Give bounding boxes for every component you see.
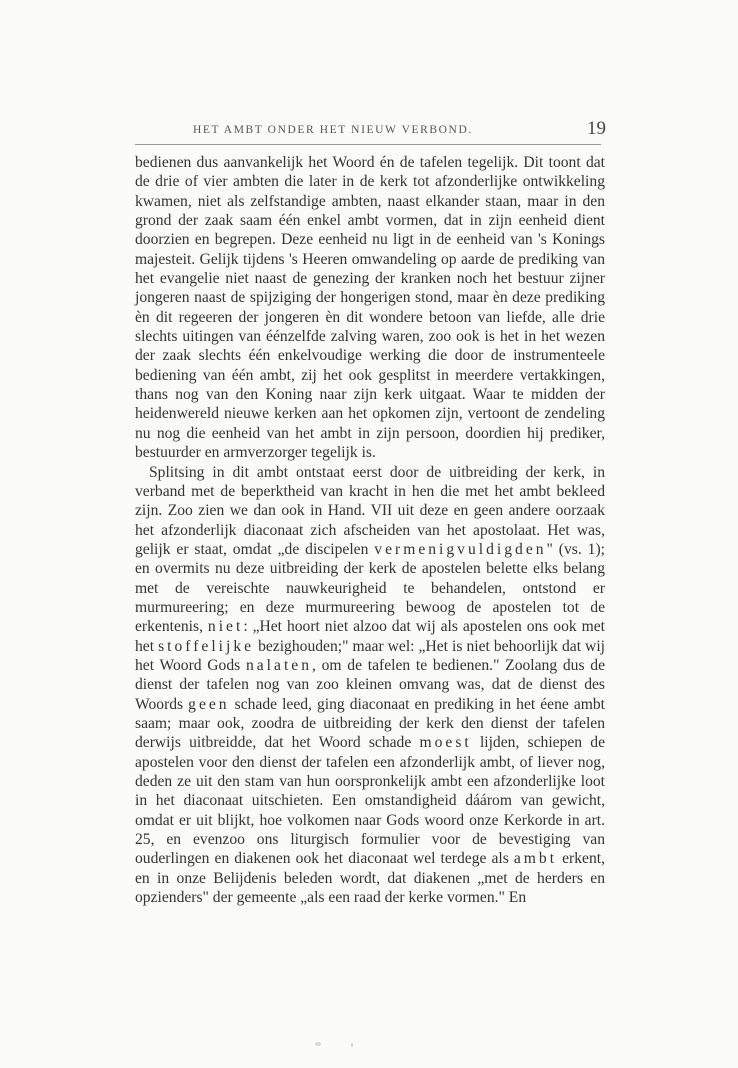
text-segment: " (vs. 1); en overmits nu deze uitbreiding der kerk de apostelen belette elks belang met de vereischte nauwkeurigheid te behandelen, ontstond er murmureering; en deze murmureering bewoog de apostelen tot de erkentenis, <box>135 540 605 636</box>
page-header <box>135 118 606 140</box>
emphasis-spaced: nalaten <box>245 656 312 674</box>
emphasis-spaced: ambt <box>513 850 558 868</box>
body-text <box>135 153 605 907</box>
paragraph-2 <box>135 463 605 908</box>
text-segment: Splitsing in dit ambt ontstaat eerst door de uitbreiding der kerk, in verband met de beperktheid van kracht in hen die met het ambt bekleed zijn. Zoo zien we dan ook in Hand. VII uit deze en geen andere oorzaak het afzonderlijk diaconaat zich afscheiden van het apostolaat. Het was, gelijk er staat, omdat „de discipelen <box>135 463 605 558</box>
text-segment: bezighouden;" maar wel: „Het is niet behoorlijk dat wij het Woord Gods <box>135 637 605 674</box>
emphasis-spaced: stoffelijke <box>158 637 255 655</box>
paragraph-1: bedienen dus aanvankelijk het Woord én de tafelen tegelijk. Dit toont dat de drie of vier ambten die later in de kerk tot afzonderlijke ontwikkeling kwamen, niet als zelfstandige ambten, naast elkander staan, maar in den grond der zaak saam één enkel ambt vormen, dat in zijn eenheid dient doorzien en begrepen. Deze eenheid nu ligt in de eenheid van 's Konings majesteit. Gelijk tijdens 's Heeren omwandeling op aarde de prediking van het evangelie niet naast de genezing der kranken noch het bestuur zijner jongeren naast de spijziging der hongerigen stond, maar èn deze prediking èn dit regeeren der jongeren èn dit wondere betoon van liefde, alle drie slechts uitingen van éénzelfde zalving waren, zoo ook is het in het wezen der zaak slechts één enkelvoudige werking die door de instrumenteele bediening van één ambt, zij het ook gesplitst in meerdere vertakkingen, thans nog van den Koning naar zijn kerk uitgaat. Waar te midden der heidenwereld nieuwe kerken aan het opkomen zijn, vertoont de zendeling nu nog die eenheid van het ambt in zijn persoon, doordien hij prediker, bestuurder en armverzorger tegelijk is. <box>135 154 605 462</box>
paper-specks <box>300 1040 360 1048</box>
emphasis-spaced: geen <box>188 695 230 713</box>
text-segment: schade leed, ging diaconaat en prediking in het éene ambt saam; maar ook, zoodra de uitbreiding der kerk den dienst der tafelen derwijs uitbreidde, dat het Woord schade <box>135 695 605 752</box>
text-segment: , om de tafelen te bedienen." Zoolang dus de dienst der tafelen nog van zoo kleinen omvang was, dat de dienst des Woords <box>135 656 606 713</box>
running-title: HET AMBT ONDER HET NIEUW VERBOND. <box>193 124 473 136</box>
header-rule <box>135 144 601 145</box>
text-segment: erkent, en in onze Belijdenis beleden wordt, dat diakenen „met de herders en opzienders" der gemeente „als een raad der kerke vormen." En <box>135 850 605 907</box>
page-number: 19 <box>587 118 606 139</box>
text-segment: lijden, schiepen de apostelen voor den dienst der tafelen een afzonderlijk ambt, of liever nog, deden ze uit den stam van hun oorspronkelijk ambt een afzonderlijke loot in het diaconaat uitschieten. Een omstandigheid dáárom van gewicht, omdat er uit blijkt, hoe volkomen naar Gods woord onze Kerkorde in art. 25, en evenzoo ons liturgisch formulier voor de bevestiging van ouderlingen en diakenen ook het diaconaat wel terdege als <box>135 734 606 868</box>
text-segment: : „Het hoort niet alzoo dat wij als apostelen ons ook met het <box>135 618 605 655</box>
emphasis-spaced: niet <box>207 618 244 636</box>
emphasis-spaced: moest <box>419 734 472 752</box>
emphasis-spaced: vermenigvuldigden <box>374 540 547 558</box>
